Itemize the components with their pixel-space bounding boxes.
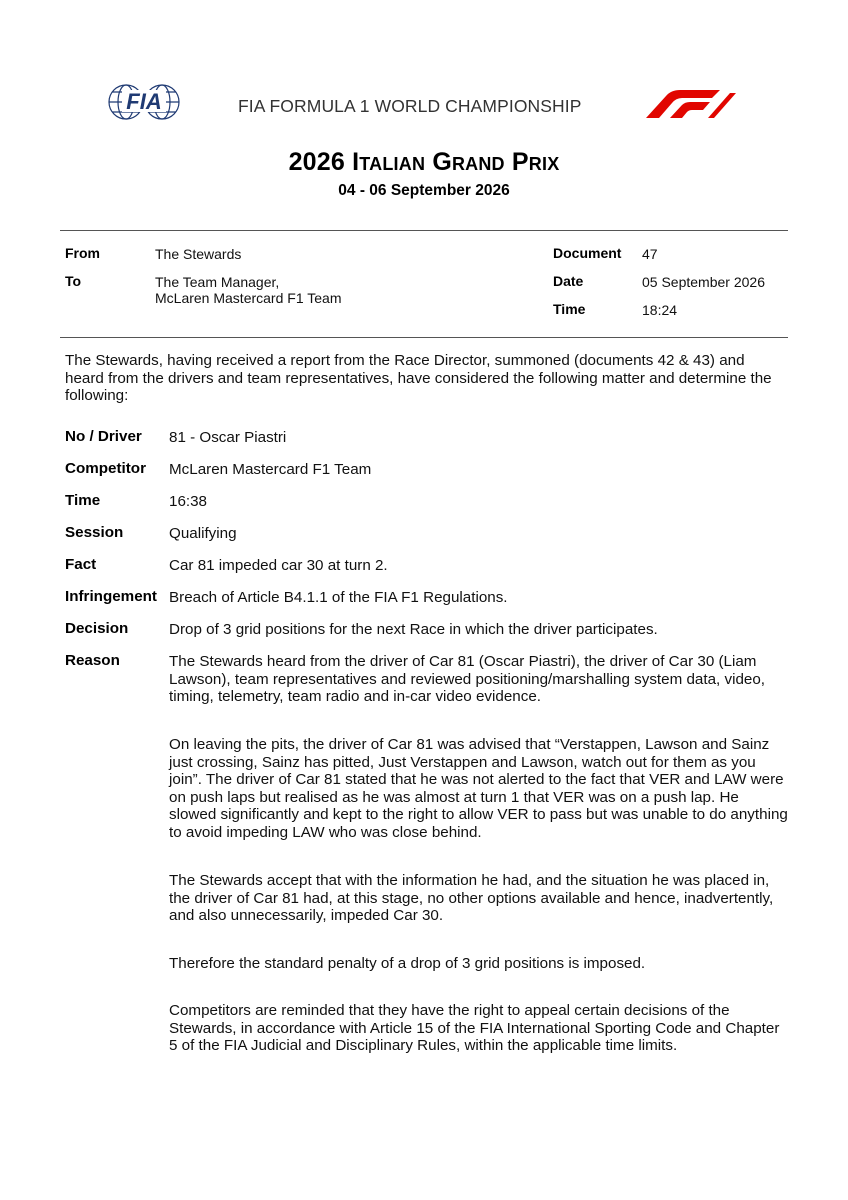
appeal-notice: Competitors are reminded that they have the right to appeal certain decisions of the Stewards, in accordance with Article 15 of the FIA International Sporting Code and Chapter 5 of the FIA Judicial and Disciplinary Rules, within the applicable time limits. — [169, 1002, 780, 1054]
decision-label: Decision — [65, 620, 129, 637]
session-label: Session — [65, 524, 124, 541]
time-value: 18:24 — [642, 302, 678, 318]
event-title — [0, 148, 848, 177]
driver-label: No / Driver — [65, 428, 142, 445]
event-name-word1: Italian — [352, 148, 426, 176]
event-name-word2: Grand — [432, 148, 505, 176]
to-value-line1: The Team Manager, — [155, 274, 280, 290]
decision-value: Drop of 3 grid positions for the next Race in which the driver participates. — [169, 621, 658, 638]
time-label: Time — [553, 301, 586, 317]
to-label: To — [65, 273, 82, 289]
session-value: Qualifying — [169, 525, 237, 542]
reason-paragraph: The Stewards heard from the driver of Car 81 (Oscar Piastri), the driver of Car 30 (Liam Lawson), team representatives and reviewed positioning/marshalling system data, video, timing, telemetry, team radio and in-car video evidence. — [169, 653, 765, 705]
date-label: Date — [553, 273, 584, 289]
from-value: The Stewards — [155, 246, 242, 262]
infringement-label: Infringement — [65, 588, 157, 605]
document-label: Document — [553, 245, 622, 261]
time-row-value: 16:38 — [169, 493, 208, 510]
fact-label: Fact — [65, 556, 97, 573]
fia-logo — [108, 78, 180, 132]
fact-value: Car 81 impeded car 30 at turn 2. — [169, 557, 388, 574]
championship-title: FIA FORMULA 1 WORLD CHAMPIONSHIP — [238, 96, 582, 116]
driver-value: 81 - Oscar Piastri — [169, 429, 287, 446]
event-name-word3: Prix — [511, 148, 560, 176]
competitor-value: McLaren Mastercard F1 Team — [169, 461, 372, 478]
reason-paragraph: The Stewards accept that with the information he had, and the situation he was placed in, the driver of Car 81 had, at this stage, no other options available and hence, inadvertently, and also unnecessarily, impeded Car 30. — [169, 872, 774, 924]
intro-paragraph: The Stewards, having received a report from the Race Director, summoned (documents 42 & 43) and heard from the drivers and team representatives, have considered the following matter and determine the following: — [65, 352, 772, 404]
document-value: 47 — [642, 246, 658, 262]
competitor-label: Competitor — [65, 460, 146, 477]
event-dates: 04 - 06 September 2026 — [338, 182, 510, 199]
to-value-line2: McLaren Mastercard F1 Team — [155, 290, 342, 306]
time-row-label: Time — [65, 492, 101, 509]
from-label: From — [65, 245, 100, 261]
fia-logo-text: FIA — [126, 89, 162, 114]
reason-paragraph: On leaving the pits, the driver of Car 81 was advised that “Verstappen, Lawson and Sainz just crossing, Sainz has pitted, Just Verstappen and Lawson, watch out for them as you join”. The driver of Car 81 stated that he was not alerted to the fact that VER and LAW were on push laps but realised as he was almost at turn 1 that VER was on a push lap. He slowed significantly and kept to the right to allow VER to pass but was unable to do anything to avoid impeding LAW who was close behind. — [169, 736, 788, 841]
f1-logo — [636, 90, 736, 118]
infringement-value: Breach of Article B4.1.1 of the FIA F1 Regulations. — [169, 589, 508, 606]
bottom-divider — [60, 337, 788, 338]
reason-label: Reason — [65, 652, 120, 669]
reason-paragraph: Therefore the standard penalty of a drop of 3 grid positions is imposed. — [169, 955, 646, 972]
top-divider — [60, 230, 788, 231]
event-year: 2026 — [288, 148, 345, 176]
date-value: 05 September 2026 — [642, 274, 765, 290]
